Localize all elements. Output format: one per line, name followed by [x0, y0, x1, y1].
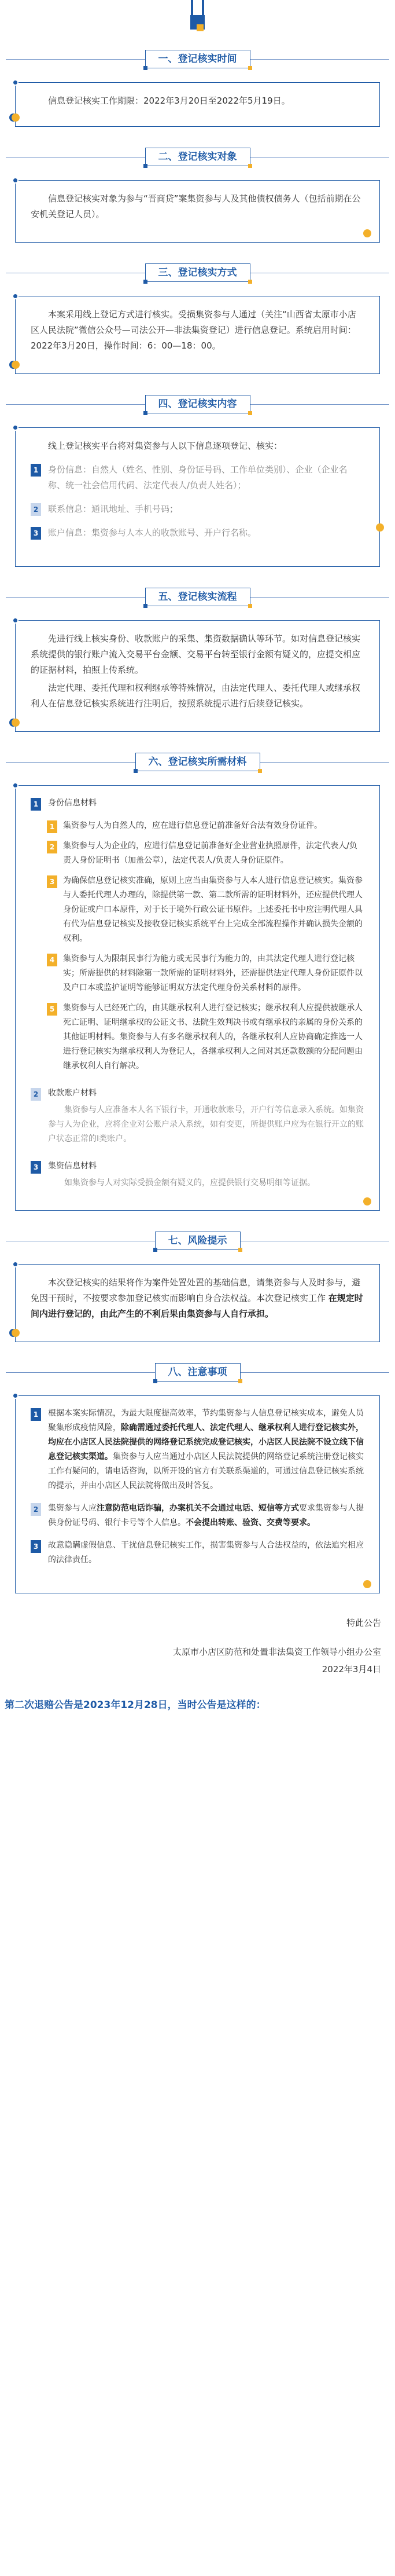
group-title: 集资信息材料	[48, 1161, 97, 1171]
section-title: 五、登记核实流程	[145, 588, 250, 606]
section-title: 三、登记核实方式	[145, 263, 250, 282]
section-box-process	[15, 620, 380, 732]
top-ornament	[0, 0, 395, 41]
group-heading	[31, 1086, 364, 1101]
sub-text: 集资参与人为自然人的，应在进行信息登记前准备好合法有效身份证件。	[63, 821, 322, 830]
paragraph: 信息登记核实工作期限：2022年3月20日至2022年5月19日。	[48, 96, 290, 106]
group-heading	[31, 1159, 364, 1174]
group-text: 集资参与人应准备本人名下银行卡，开通收款账号，开户行等信息录入系统。如集资参与人为企业，应将企业对公账户录入系统，如有变更，所提供账户应为在银行开立的账户状态正常的Ⅰ类账户。	[48, 1105, 364, 1144]
item-text: 身份信息：自然人（姓名、性别、身份证号码、工作单位类别）、企业（企业名称、统一社会信用代码、法定代表人/负责人姓名）；	[48, 464, 348, 490]
section-header-target	[0, 143, 395, 172]
section-title: 二、登记核实对象	[145, 148, 250, 166]
group-title: 身份信息材料	[48, 798, 97, 808]
list-item	[31, 462, 364, 493]
section-title: 八、注意事项	[155, 1363, 241, 1382]
paragraph	[31, 1275, 364, 1322]
sub-number: 5	[47, 1003, 57, 1016]
sub-number: 3	[47, 875, 57, 888]
sub-number: 2	[47, 841, 57, 853]
sub-item	[47, 952, 364, 995]
section-box-materials	[15, 785, 380, 1211]
signature-block	[0, 1614, 381, 1678]
item-text	[48, 1501, 364, 1530]
note-text: 要求集资参与人提供身份证号码、银行卡号等个人信息。	[48, 1504, 364, 1527]
section-header-risk	[0, 1227, 395, 1256]
signature-closing: 特此公告	[346, 1618, 381, 1628]
paragraph: 法定代理、委托代理和权利继承等特殊情况，由法定代理人、委托代理人或继承权利人在信息登记核实系统进行注明后，按照系统提示进行后续登记核实。	[31, 683, 361, 709]
group-number: 3	[31, 1161, 41, 1174]
section-title: 六、登记核实所需材料	[135, 753, 260, 771]
risk-text: 本次登记核实的结果将作为案件处置处置的基础信息，请集资参与人及时参与，避免因干预时，不按要求参加登记核实而影响自身合法权益。本次登记核实工作	[31, 1277, 361, 1303]
item-text: 故意隐瞒虚假信息、干扰信息登记核实工作，损害集资参与人合法权益的，依法追究相应的法律责任。	[48, 1541, 364, 1564]
section-box-content	[15, 427, 380, 567]
sub-item	[47, 839, 364, 868]
item-number: 3	[31, 1540, 41, 1553]
item-number: 2	[31, 1503, 41, 1516]
item-text	[48, 1406, 364, 1493]
section-header-time	[0, 45, 395, 74]
section-header-materials	[0, 748, 395, 777]
item-text: 账户信息：集资参与人本人的收款账号、开户行名称。	[48, 527, 257, 538]
list-item	[31, 1538, 364, 1567]
section-header-process	[0, 583, 395, 612]
paragraph: 信息登记核实对象为参与“晋商贷”案集资参与人及其他债权债务人（包括前期在公安机关登记人员）。	[31, 193, 361, 219]
sub-item	[47, 874, 364, 946]
section-header-method	[0, 259, 395, 288]
group-title: 收款账户材料	[48, 1089, 97, 1098]
sub-text: 集资参与人为限制民事行为能力或无民事行为能力的，由其法定代理人进行登记核实；所需提供的材料除第一款所需的证明材料外，还需提供法定代理人身份证原件以及户口本或监护证明等能够证明双方法定代理身份关系材料的原件。	[63, 954, 363, 992]
sub-number: 1	[47, 820, 57, 833]
item-text: 联系信息：通讯地址、手机号码；	[48, 504, 179, 514]
note-bold-text: 注意防范电话诈骗，办案机关不会通过电话、短信等方式	[97, 1504, 299, 1513]
note-bold-text: 不会提出转账、验资、交费等要求。	[186, 1518, 315, 1527]
group-number: 1	[31, 798, 41, 811]
section-header-notes	[0, 1358, 395, 1387]
risk-bold-text: 在规定时间内进行登记的，由此产生的不利后果由集资参与人自行承担。	[31, 1293, 363, 1319]
section-box-notes	[15, 1395, 380, 1593]
note-text: 根据本案实际情况，为最大限度提高效率，节约集资参与人信息登记核实成本，避免人员聚集形成疫情风险，	[48, 1409, 364, 1432]
group-number: 2	[31, 1088, 41, 1101]
note-text: 集资参与人应	[48, 1504, 97, 1513]
signature-date: 2022年3月4日	[322, 1664, 381, 1674]
item-number: 3	[31, 527, 41, 540]
sub-item	[47, 819, 364, 833]
list-item	[31, 1406, 364, 1493]
item-number: 2	[31, 503, 41, 516]
item-number: 1	[31, 464, 41, 477]
sub-text: 集资参与人已经死亡的，由其继承权利人进行登记核实；继承权利人应提供被继承人死亡证明、证明继承权的公证文书、法院生效判决书或有继承权的亲属的身份关系的其他证明材料。集资参与人有多名继承权利人的，各继承权利人应协商确定推选一人进行登记核实为继承权利人为登记人，各继承权利人之间对其还款数额的分配问题由继承权利人自行解决。	[63, 1003, 363, 1071]
section-title: 七、风险提示	[155, 1232, 241, 1250]
sub-text: 集资参与人为企业的，应进行信息登记前准备好企业营业执照原件，法定代表人/负责人身份证明书（加盖公章），法定代表人/负责人身份证原件。	[63, 841, 357, 865]
paragraph: 先进行线上核实身份、收款账户的采集、集资数据确认等环节。如对信息登记核实系统提供的银行账户流入交易平台金额、交易平台转至银行金额有疑义的，应提交相应的证据材料，拍照上传系统。	[31, 633, 361, 675]
signature-issuer: 太原市小店区防范和处置非法集资工作领导小组办公室	[172, 1647, 381, 1657]
sub-number: 4	[47, 954, 57, 966]
paragraph: 本案采用线上登记方式进行核实。受损集资参与人通过（关注“山西省太原市小店区人民法院”微信公众号—司法公开—非法集资登记）进行信息登记。系统启用时间：2022年3月20日，操作时间：6：00—18：00。	[31, 309, 356, 351]
group-heading	[31, 796, 364, 811]
section-title: 一、登记核实时间	[145, 50, 250, 68]
paragraph: 线上登记核实平台将对集资参与人以下信息逐项登记、核实：	[48, 441, 283, 451]
section-title: 四、登记核实内容	[145, 395, 250, 413]
note-bold-text: 除确需通过委托代理人、法定代理人、继承权利人进行登记核实外，均应在小店区人民法院提供的网络登记系统完成登记核实，小店区人民法院不设立线下信息登记核实渠道。	[48, 1423, 364, 1461]
section-header-content	[0, 390, 395, 419]
note-text: 集资参与人应当通过小店区人民法院提供的网络登记系统注册登记核实工作有疑问的，请电话咨询，以所开设的官方有关联系渠道的，可通过信息登记核实系统的提示，并由小店区人民法院将做出及时答复。	[48, 1452, 364, 1490]
item-number: 1	[31, 1408, 41, 1421]
sub-item	[47, 1001, 364, 1073]
group-text: 如集资参与人对实际受损金额有疑义的，应提供银行交易明细等证据。	[64, 1178, 315, 1188]
section-box-target	[15, 180, 380, 243]
section-box-method	[15, 296, 380, 374]
list-item	[31, 1501, 364, 1530]
list-item	[31, 501, 364, 517]
sub-text: 为确保信息登记核实准确，原则上应当由集资参与人本人进行信息登记核实。集资参与人委托代理人办理的，除提供第一款、第二款所需的证明材料外，还应提供代理人身份证或户口本原件，对于长于境外行政公证书原件。上述委托书中应注明代理人具有代为信息登记核实及接收登记核实系统平台上完成全部流程操作并确认损失金额的权利。	[63, 876, 363, 943]
section-box-time	[15, 82, 380, 127]
list-item	[31, 525, 364, 541]
section-box-risk	[15, 1264, 380, 1342]
bottom-banner: 第二次退赔公告是2023年12月28日，当时公告是这样的：	[5, 1699, 266, 1711]
